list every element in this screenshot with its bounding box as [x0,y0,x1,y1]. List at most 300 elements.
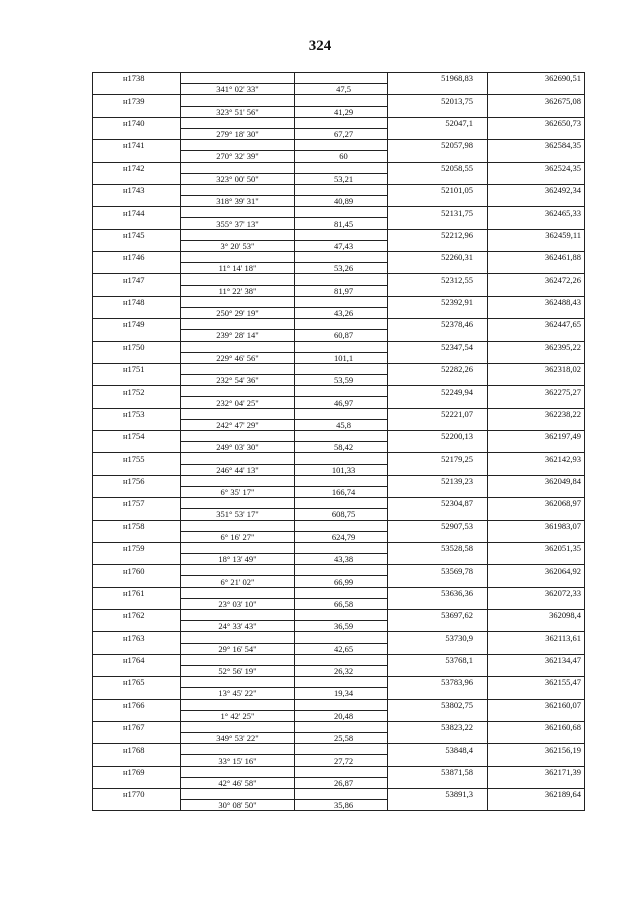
empty-cell [488,733,585,744]
empty-cell [93,263,181,274]
table-row [93,106,585,117]
empty-cell [388,710,488,721]
empty-cell [93,777,181,788]
point-name: н1740 [93,117,181,128]
empty-cell [488,800,585,811]
table-row [93,777,585,788]
empty-cell [181,654,295,665]
empty-cell [295,162,388,173]
table-row [93,475,585,486]
empty-cell [93,576,181,587]
empty-cell [295,386,388,397]
table-row [93,688,585,699]
table-row [93,699,585,710]
empty-cell [295,766,388,777]
segment-length: 43,38 [295,554,388,565]
segment-length: 60 [295,151,388,162]
coord-y: 362461,88 [488,252,585,263]
segment-length: 624,79 [295,531,388,542]
empty-cell [295,252,388,263]
empty-cell [488,307,585,318]
direction-angle: 24° 33' 43" [181,621,295,632]
point-name: н1750 [93,341,181,352]
coord-x: 53528,58 [388,542,488,553]
empty-cell [488,285,585,296]
empty-cell [488,531,585,542]
coord-x: 53783,96 [388,677,488,688]
segment-length: 166,74 [295,486,388,497]
empty-cell [388,598,488,609]
direction-angle: 6° 21' 02" [181,576,295,587]
empty-cell [181,274,295,285]
segment-length: 58,42 [295,442,388,453]
segment-length: 53,26 [295,263,388,274]
empty-cell [181,632,295,643]
coord-y: 362160,68 [488,721,585,732]
empty-cell [388,218,488,229]
empty-cell [388,196,488,207]
empty-cell [181,341,295,352]
empty-cell [93,621,181,632]
empty-cell [488,509,585,520]
empty-cell [181,363,295,374]
table-row [93,296,585,307]
empty-cell [181,721,295,732]
empty-cell [488,464,585,475]
direction-angle: 6° 35' 17" [181,486,295,497]
point-name: н1765 [93,677,181,688]
empty-cell [295,363,388,374]
segment-length: 41,29 [295,106,388,117]
point-name: н1739 [93,95,181,106]
table-row [93,128,585,139]
direction-angle: 1° 42' 25" [181,710,295,721]
coord-y: 362197,49 [488,431,585,442]
segment-length: 26,87 [295,777,388,788]
empty-cell [181,789,295,800]
table-row [93,800,585,811]
coord-x: 52312,55 [388,274,488,285]
table-row [93,207,585,218]
table-row [93,744,585,755]
point-name: н1755 [93,453,181,464]
direction-angle: 246° 44' 13" [181,464,295,475]
table-row [93,252,585,263]
segment-length: 67,27 [295,128,388,139]
table-row [93,554,585,565]
point-name: н1741 [93,140,181,151]
empty-cell [388,755,488,766]
segment-length: 53,59 [295,375,388,386]
direction-angle: 349° 53' 22" [181,733,295,744]
table-row [93,95,585,106]
empty-cell [488,643,585,654]
empty-cell [488,218,585,229]
empty-cell [295,610,388,621]
empty-cell [488,621,585,632]
empty-cell [488,263,585,274]
coord-x: 53636,36 [388,587,488,598]
point-name: н1762 [93,610,181,621]
empty-cell [93,464,181,475]
coord-x: 51968,83 [388,73,488,84]
empty-cell [93,419,181,430]
table-row [93,173,585,184]
table-row [93,710,585,721]
empty-cell [295,520,388,531]
direction-angle: 29° 16' 54" [181,643,295,654]
empty-cell [388,419,488,430]
empty-cell [388,733,488,744]
coord-x: 52013,75 [388,95,488,106]
coord-x: 52057,98 [388,140,488,151]
empty-cell [181,140,295,151]
empty-cell [181,520,295,531]
empty-cell [488,486,585,497]
empty-cell [93,352,181,363]
empty-cell [295,699,388,710]
point-name: н1766 [93,699,181,710]
empty-cell [388,777,488,788]
empty-cell [388,688,488,699]
point-name: н1744 [93,207,181,218]
point-name: н1738 [93,73,181,84]
table-row [93,307,585,318]
point-name: н1756 [93,475,181,486]
empty-cell [295,140,388,151]
empty-cell [181,587,295,598]
segment-length: 47,43 [295,240,388,251]
point-name: н1747 [93,274,181,285]
empty-cell [388,151,488,162]
segment-length: 60,87 [295,330,388,341]
segment-length: 20,48 [295,710,388,721]
coord-x: 53730,9 [388,632,488,643]
empty-cell [93,375,181,386]
empty-cell [388,128,488,139]
direction-angle: 323° 51' 56" [181,106,295,117]
table-row [93,84,585,95]
segment-length: 25,58 [295,733,388,744]
direction-angle: 23° 03' 10" [181,598,295,609]
empty-cell [295,565,388,576]
point-name: н1767 [93,721,181,732]
empty-cell [181,184,295,195]
direction-angle: 239° 28' 14" [181,330,295,341]
empty-cell [488,106,585,117]
direction-angle: 323° 00' 50" [181,173,295,184]
coord-y: 362690,51 [488,73,585,84]
table-row [93,386,585,397]
table-row [93,531,585,542]
empty-cell [388,173,488,184]
segment-length: 46,97 [295,397,388,408]
segment-length: 81,45 [295,218,388,229]
coordinates-table-wrapper [92,72,584,811]
coord-y: 362098,4 [488,610,585,621]
empty-cell [93,218,181,229]
coord-x: 52058,55 [388,162,488,173]
segment-length: 35,86 [295,800,388,811]
empty-cell [295,498,388,509]
empty-cell [181,296,295,307]
table-row [93,285,585,296]
empty-cell [488,755,585,766]
coord-x: 52131,75 [388,207,488,218]
point-name: н1769 [93,766,181,777]
empty-cell [388,576,488,587]
empty-cell [488,576,585,587]
empty-cell [181,677,295,688]
point-name: н1752 [93,386,181,397]
empty-cell [295,453,388,464]
coord-y: 362171,39 [488,766,585,777]
page-number: 324 [308,38,332,54]
table-row [93,610,585,621]
direction-angle: 52° 56' 19" [181,665,295,676]
empty-cell [181,117,295,128]
empty-cell [388,554,488,565]
direction-angle: 33° 15' 16" [181,755,295,766]
table-row [93,453,585,464]
empty-cell [295,207,388,218]
direction-angle: 18° 13' 49" [181,554,295,565]
direction-angle: 249° 03' 30" [181,442,295,453]
empty-cell [181,162,295,173]
coord-y: 362650,73 [488,117,585,128]
empty-cell [93,554,181,565]
empty-cell [295,654,388,665]
segment-length: 101,33 [295,464,388,475]
coord-x: 52200,13 [388,431,488,442]
point-name: н1751 [93,363,181,374]
point-name: н1742 [93,162,181,173]
coord-x: 53768,1 [388,654,488,665]
empty-cell [181,565,295,576]
direction-angle: 11° 14' 18" [181,263,295,274]
empty-cell [388,307,488,318]
coord-y: 362465,33 [488,207,585,218]
segment-length: 36,59 [295,621,388,632]
coord-y: 362459,11 [488,229,585,240]
point-name: н1754 [93,431,181,442]
empty-cell [295,319,388,330]
empty-cell [181,252,295,263]
coord-y: 362051,35 [488,542,585,553]
empty-cell [295,587,388,598]
point-name: н1761 [93,587,181,598]
empty-cell [181,766,295,777]
point-name: н1757 [93,498,181,509]
empty-cell [181,229,295,240]
empty-cell [93,665,181,676]
coord-x: 52282,26 [388,363,488,374]
table-row [93,643,585,654]
point-name: н1749 [93,319,181,330]
segment-length: 66,58 [295,598,388,609]
direction-angle: 341° 02' 33" [181,84,295,95]
point-name: н1770 [93,789,181,800]
empty-cell [388,375,488,386]
coord-y: 362142,93 [488,453,585,464]
empty-cell [93,800,181,811]
empty-cell [295,475,388,486]
coord-y: 362395,22 [488,341,585,352]
table-row [93,140,585,151]
coord-x: 53697,62 [388,610,488,621]
coord-x: 52179,25 [388,453,488,464]
point-name: н1764 [93,654,181,665]
table-row [93,665,585,676]
table-row [93,352,585,363]
direction-angle: 318° 39' 31" [181,196,295,207]
coord-y: 362189,64 [488,789,585,800]
coord-x: 52249,94 [388,386,488,397]
empty-cell [93,755,181,766]
empty-cell [388,442,488,453]
empty-cell [93,509,181,520]
empty-cell [181,95,295,106]
empty-cell [93,196,181,207]
empty-cell [295,296,388,307]
empty-cell [488,710,585,721]
empty-cell [181,498,295,509]
coord-y: 362275,27 [488,386,585,397]
empty-cell [181,408,295,419]
table-row [93,587,585,598]
empty-cell [388,263,488,274]
coord-x: 52221,07 [388,408,488,419]
segment-length: 47,5 [295,84,388,95]
coord-x: 52378,46 [388,319,488,330]
empty-cell [388,464,488,475]
table-row [93,789,585,800]
point-name: н1758 [93,520,181,531]
segment-length: 26,32 [295,665,388,676]
coordinates-table-body [93,73,585,811]
direction-angle: 30° 08' 50" [181,800,295,811]
point-name: н1743 [93,184,181,195]
direction-angle: 242° 47' 29" [181,419,295,430]
empty-cell [181,453,295,464]
coord-y: 362524,35 [488,162,585,173]
point-name: н1753 [93,408,181,419]
table-row [93,151,585,162]
empty-cell [488,128,585,139]
empty-cell [388,330,488,341]
coord-x: 53871,58 [388,766,488,777]
table-row [93,263,585,274]
direction-angle: 279° 18' 30" [181,128,295,139]
table-row [93,431,585,442]
empty-cell [295,341,388,352]
segment-length: 19,34 [295,688,388,699]
empty-cell [93,173,181,184]
empty-cell [488,442,585,453]
empty-cell [181,73,295,84]
direction-angle: 270° 32' 39" [181,151,295,162]
empty-cell [295,632,388,643]
direction-angle: 3° 20' 53" [181,240,295,251]
empty-cell [388,531,488,542]
table-row [93,184,585,195]
empty-cell [488,375,585,386]
coord-y: 362113,61 [488,632,585,643]
empty-cell [93,598,181,609]
empty-cell [295,721,388,732]
empty-cell [488,84,585,95]
table-row [93,509,585,520]
point-name: н1745 [93,229,181,240]
empty-cell [488,240,585,251]
table-row [93,621,585,632]
table-row [93,162,585,173]
empty-cell [181,319,295,330]
coord-x: 52260,31 [388,252,488,263]
coord-x: 52347,54 [388,341,488,352]
table-row [93,319,585,330]
segment-length: 42,65 [295,643,388,654]
empty-cell [93,285,181,296]
table-row [93,117,585,128]
table-row [93,565,585,576]
table-row [93,520,585,531]
empty-cell [388,84,488,95]
empty-cell [488,151,585,162]
point-name: н1763 [93,632,181,643]
empty-cell [93,486,181,497]
empty-cell [295,184,388,195]
empty-cell [181,431,295,442]
empty-cell [388,643,488,654]
coord-x: 52047,1 [388,117,488,128]
direction-angle: 42° 46' 58" [181,777,295,788]
coord-y: 362447,65 [488,319,585,330]
empty-cell [93,330,181,341]
empty-cell [93,84,181,95]
point-name: н1746 [93,252,181,263]
empty-cell [93,397,181,408]
table-row [93,73,585,84]
empty-cell [295,95,388,106]
segment-length: 66,99 [295,576,388,587]
segment-length: 81,97 [295,285,388,296]
table-row [93,196,585,207]
empty-cell [488,665,585,676]
empty-cell [295,408,388,419]
table-row [93,654,585,665]
coord-x: 52139,23 [388,475,488,486]
table-row [93,498,585,509]
point-name: н1748 [93,296,181,307]
empty-cell [488,554,585,565]
segment-length: 101,1 [295,352,388,363]
empty-cell [388,285,488,296]
empty-cell [388,397,488,408]
empty-cell [488,196,585,207]
table-row [93,341,585,352]
table-row [93,766,585,777]
coord-y: 362155,47 [488,677,585,688]
empty-cell [181,207,295,218]
empty-cell [93,128,181,139]
direction-angle: 232° 04' 25" [181,397,295,408]
coord-y: 362064,92 [488,565,585,576]
table-row [93,240,585,251]
empty-cell [488,397,585,408]
point-name: н1760 [93,565,181,576]
empty-cell [93,151,181,162]
